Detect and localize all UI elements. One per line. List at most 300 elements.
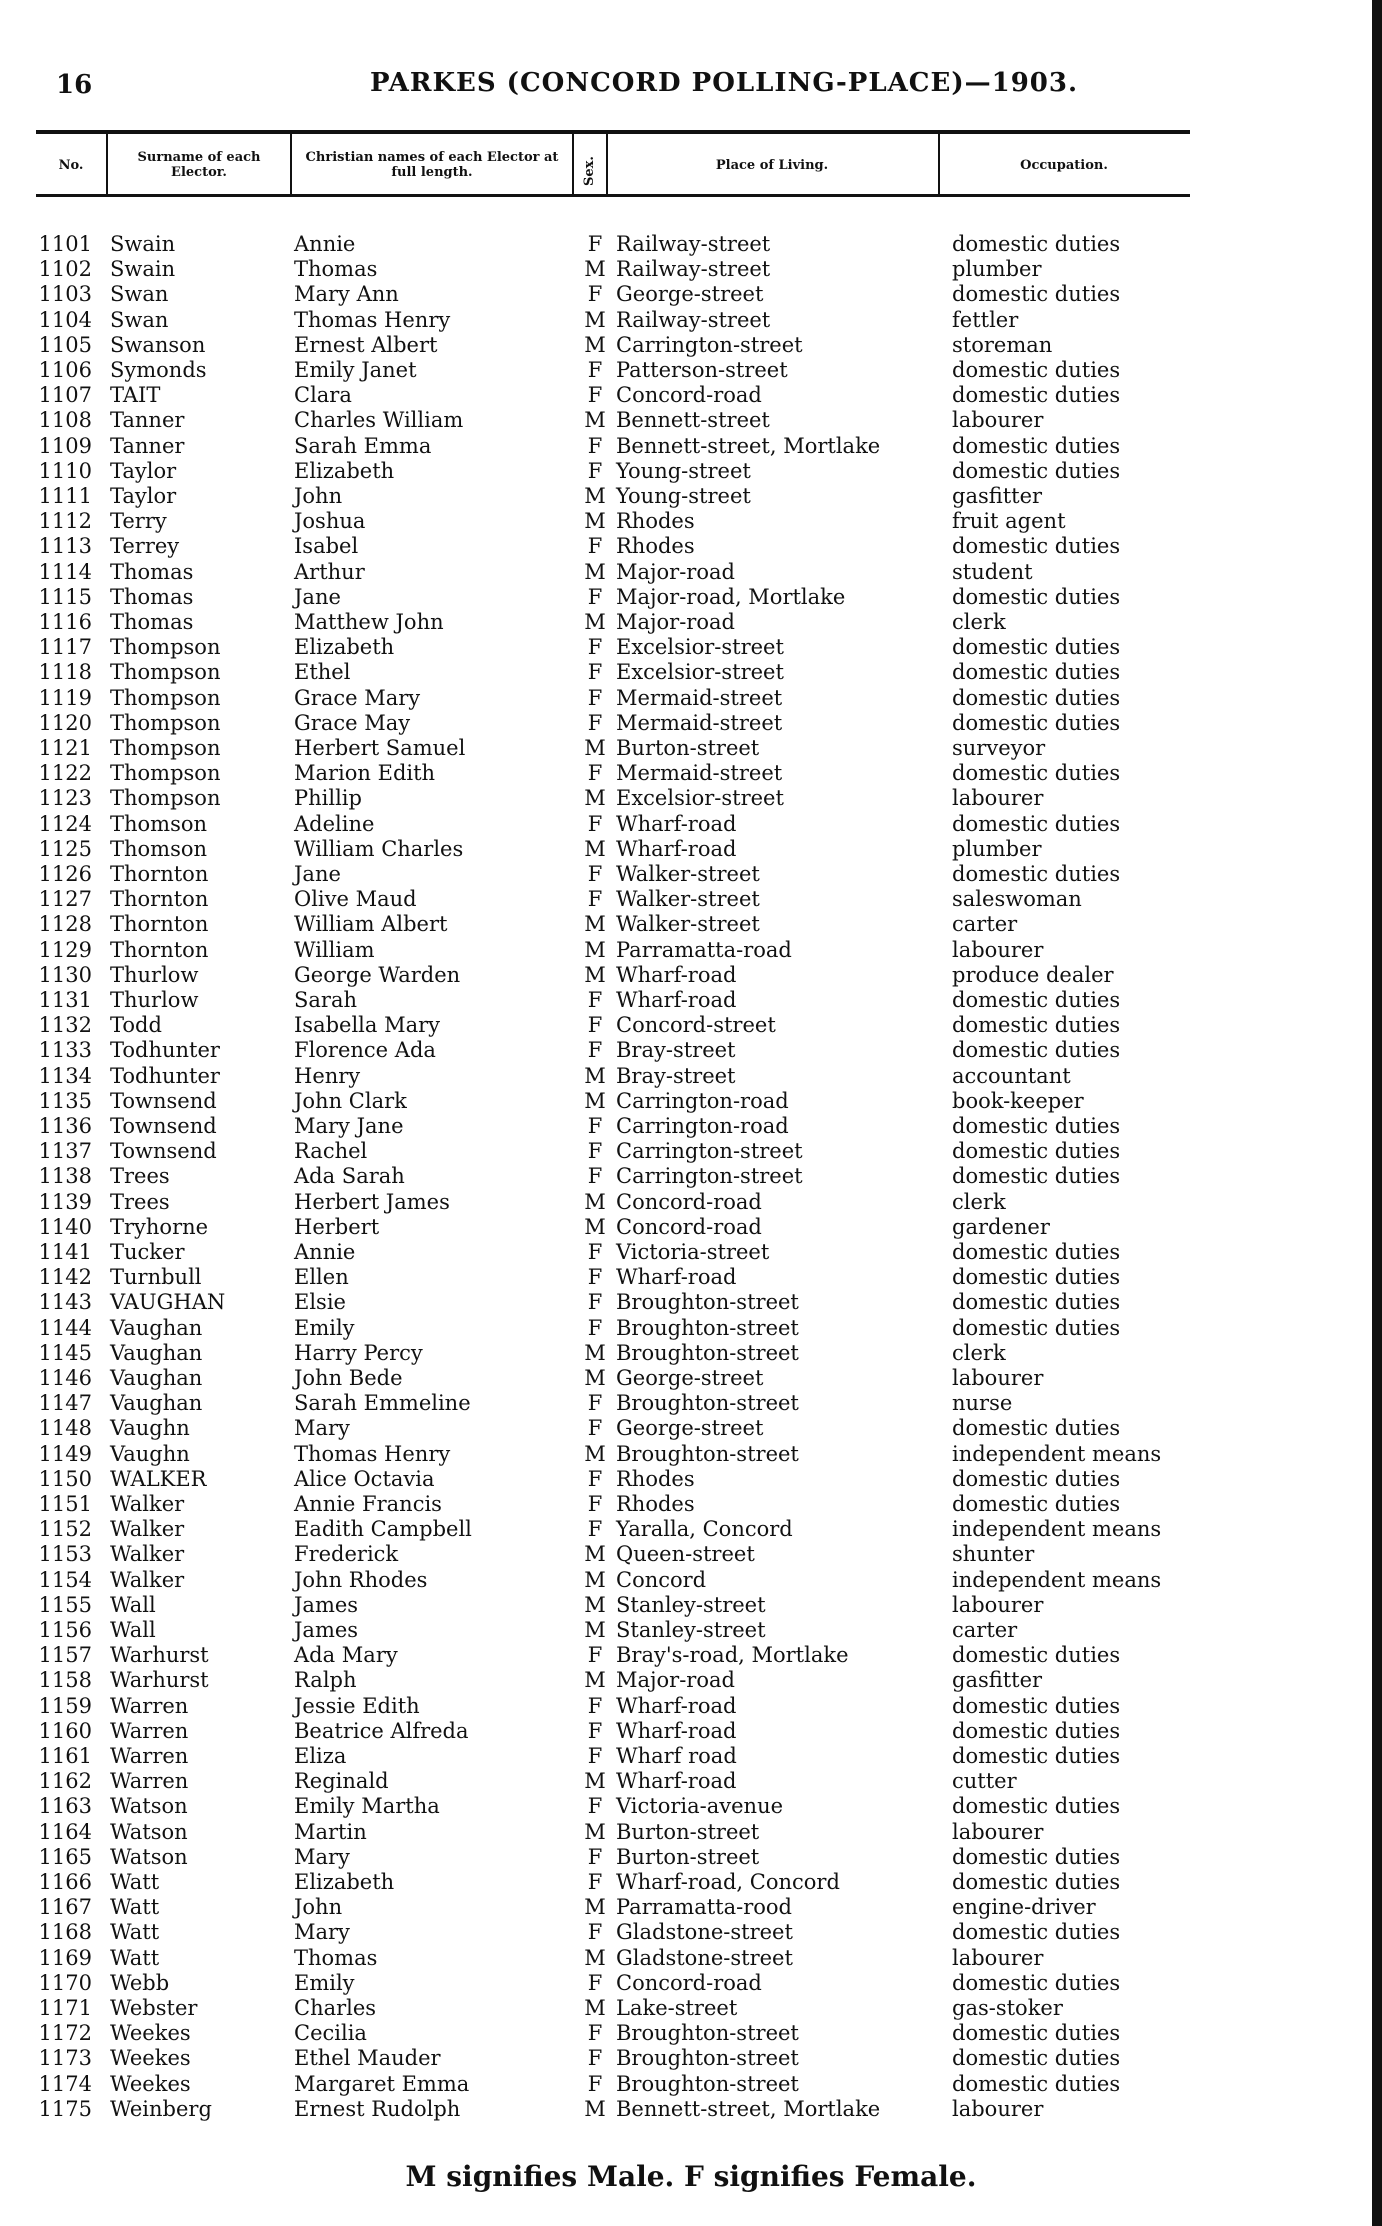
elector-number: 1108 (38, 408, 92, 433)
elector-place-of-living: Rhodes (616, 1492, 695, 1516)
elector-surname: Trees (110, 1164, 170, 1189)
elector-surname: Thompson (110, 710, 221, 735)
elector-surname: Watson (110, 1794, 188, 1819)
elector-occupation: domestic duties (952, 1013, 1121, 1038)
elector-place-of-living: Major-road, Mortlake (616, 584, 846, 609)
elector-number: 1152 (38, 1517, 92, 1542)
elector-christian-names: Jane (294, 862, 341, 886)
elector-sex: M (584, 1996, 606, 2020)
elector-christian-names: Sarah Emmeline (294, 1391, 471, 1416)
elector-place-of-living: Young-street (616, 484, 751, 508)
elector-christian-names: Reginald (294, 1769, 389, 1794)
elector-sex: F (587, 862, 603, 886)
table-row (0, 358, 1382, 383)
elector-surname: Townsend (110, 1139, 217, 1164)
elector-place-of-living: Walker-street (616, 887, 760, 912)
table-row (0, 1517, 1382, 1542)
elector-surname: Thompson (110, 660, 221, 685)
elector-occupation: domestic duties (952, 584, 1121, 609)
elector-sex: M (584, 1189, 606, 1214)
elector-occupation: domestic duties (952, 1844, 1121, 1869)
elector-sex: F (587, 282, 603, 307)
elector-number: 1169 (38, 1945, 92, 1970)
elector-christian-names: Thomas (294, 1945, 378, 1970)
elector-occupation: domestic duties (952, 534, 1121, 559)
elector-number: 1109 (38, 433, 92, 458)
elector-number: 1117 (38, 635, 92, 660)
elector-surname: Tucker (110, 1240, 185, 1264)
elector-sex: M (584, 1769, 606, 1794)
elector-christian-names: Emily Martha (294, 1794, 440, 1819)
table-row (0, 333, 1382, 358)
elector-sex: F (587, 433, 603, 458)
elector-surname: Warren (110, 1693, 189, 1718)
table-row (0, 534, 1382, 559)
table-row (0, 459, 1382, 484)
elector-occupation: domestic duties (952, 358, 1121, 382)
elector-sex: M (584, 937, 606, 962)
elector-place-of-living: Parramatta-road (616, 937, 792, 962)
elector-christian-names: Mary (294, 1920, 350, 1945)
elector-number: 1130 (38, 962, 92, 987)
elector-place-of-living: Concord-road (616, 1189, 762, 1214)
elector-sex: F (587, 2021, 603, 2046)
elector-surname: Taylor (110, 458, 177, 483)
elector-surname: Watson (110, 1844, 188, 1869)
elector-surname: Vaughan (110, 1315, 203, 1340)
elector-sex: F (587, 761, 603, 786)
elector-sex: F (587, 1139, 603, 1164)
elector-christian-names: Isabel (294, 534, 359, 559)
elector-surname: Swain (110, 232, 176, 256)
elector-christian-names: Martin (294, 1819, 367, 1844)
elector-occupation: clerk (952, 1189, 1006, 1214)
elector-number: 1111 (38, 484, 92, 508)
elector-occupation: domestic duties (952, 685, 1121, 710)
elector-occupation: domestic duties (952, 1240, 1121, 1264)
elector-surname: Watt (110, 1895, 160, 1920)
elector-number: 1124 (38, 811, 92, 836)
elector-sex: F (587, 2071, 603, 2096)
elector-occupation: domestic duties (952, 1114, 1121, 1138)
elector-christian-names: Herbert Samuel (294, 736, 466, 760)
elector-sex: F (587, 685, 603, 710)
elector-occupation: book-keeper (952, 1088, 1084, 1113)
elector-surname: Weekes (110, 2046, 191, 2071)
elector-surname: Thompson (110, 761, 221, 786)
elector-occupation: carter (952, 912, 1018, 937)
table-row (0, 1744, 1382, 1769)
elector-surname: Weekes (110, 2071, 191, 2096)
sex-legend-footer: M signifies Male. F signifies Female. (405, 2160, 977, 2193)
table-row (0, 1870, 1382, 1895)
elector-sex: M (584, 1441, 606, 1466)
elector-christian-names: Emily (294, 1315, 355, 1340)
elector-surname: Vaughan (110, 1391, 203, 1416)
elector-occupation: storeman (952, 332, 1053, 357)
elector-surname: Weekes (110, 2021, 191, 2046)
table-row (0, 1114, 1382, 1139)
elector-christian-names: Ada Sarah (294, 1164, 405, 1189)
elector-occupation: domestic duties (952, 1290, 1121, 1315)
elector-surname: Wall (110, 1592, 156, 1617)
elector-number: 1161 (38, 1744, 92, 1768)
elector-place-of-living: Concord-street (616, 1013, 776, 1038)
elector-christian-names: Florence Ada (294, 1038, 436, 1063)
table-row (0, 1845, 1382, 1870)
elector-christian-names: Alice Octavia (294, 1466, 435, 1491)
elector-surname: Swan (110, 282, 169, 307)
elector-occupation: clerk (952, 1340, 1006, 1365)
elector-sex: M (584, 408, 606, 433)
elector-christian-names: Rachel (294, 1139, 368, 1164)
elector-occupation: domestic duties (952, 1416, 1121, 1441)
elector-christian-names: Eliza (294, 1744, 347, 1768)
elector-surname: WALKER (110, 1466, 207, 1491)
table-row (0, 1769, 1382, 1794)
elector-sex: F (587, 660, 603, 685)
elector-place-of-living: Excelsior-street (616, 786, 784, 811)
elector-place-of-living: Excelsior-street (616, 660, 784, 685)
header-surname: Surname of each Elector. (137, 150, 261, 180)
table-row (0, 1542, 1382, 1567)
elector-surname: Wall (110, 1618, 156, 1642)
table-row (0, 1164, 1382, 1189)
table-row (0, 408, 1382, 433)
elector-place-of-living: Broughton-street (616, 1391, 799, 1416)
table-row (0, 862, 1382, 887)
elector-occupation: domestic duties (952, 1693, 1121, 1718)
elector-christian-names: John (294, 1895, 343, 1920)
elector-christian-names: Mary (294, 1844, 350, 1869)
elector-surname: Walker (110, 1567, 185, 1592)
elector-sex: F (587, 1920, 603, 1945)
table-row (0, 1038, 1382, 1063)
elector-occupation: independent means (952, 1441, 1162, 1466)
elector-surname: Thomson (110, 836, 208, 861)
table-row (0, 1265, 1382, 1290)
elector-number: 1122 (38, 761, 92, 786)
elector-occupation: labourer (952, 937, 1044, 962)
table-row (0, 434, 1382, 459)
elector-surname: Vaughan (110, 1366, 203, 1390)
elector-occupation: labourer (952, 1819, 1044, 1844)
elector-surname: Swain (110, 257, 176, 282)
elector-occupation: domestic duties (952, 1643, 1121, 1668)
elector-number: 1172 (38, 2021, 92, 2046)
elector-sex: F (587, 534, 603, 559)
elector-sex: M (584, 307, 606, 332)
header-no: No. (58, 158, 84, 173)
elector-number: 1150 (38, 1466, 92, 1491)
page-title: PARKES (CONCORD POLLING-PLACE)—1903. (370, 68, 1079, 98)
table-row (0, 1492, 1382, 1517)
elector-place-of-living: Wharf-road (616, 988, 737, 1012)
elector-number: 1175 (38, 2096, 92, 2121)
elector-place-of-living: Stanley-street (616, 1592, 766, 1617)
elector-occupation: gasfitter (952, 484, 1043, 508)
elector-occupation: independent means (952, 1517, 1162, 1542)
elector-place-of-living: George-street (616, 1416, 764, 1441)
elector-sex: M (584, 1668, 606, 1693)
elector-place-of-living: Broughton-street (616, 1441, 799, 1466)
elector-surname: Thurlow (110, 962, 199, 987)
elector-sex: F (587, 1744, 603, 1768)
table-row (0, 1568, 1382, 1593)
elector-christian-names: Herbert James (294, 1189, 450, 1214)
elector-surname: Townsend (110, 1114, 217, 1138)
elector-christian-names: Mary (294, 1416, 350, 1441)
table-row (0, 560, 1382, 585)
table-row (0, 1694, 1382, 1719)
elector-number: 1158 (38, 1668, 92, 1693)
elector-number: 1149 (38, 1441, 92, 1466)
elector-christian-names: Phillip (294, 786, 362, 811)
elector-number: 1166 (38, 1870, 92, 1894)
elector-number: 1140 (38, 1214, 92, 1239)
elector-place-of-living: Bray's-road, Mortlake (616, 1643, 849, 1668)
elector-place-of-living: Wharf-road, Concord (616, 1870, 840, 1894)
elector-place-of-living: Walker-street (616, 912, 760, 937)
elector-surname: Thompson (110, 635, 221, 660)
elector-place-of-living: George-street (616, 282, 764, 307)
elector-christian-names: Cecilia (294, 2021, 367, 2046)
elector-occupation: domestic duties (952, 1744, 1121, 1768)
table-row (0, 812, 1382, 837)
elector-occupation: domestic duties (952, 232, 1121, 256)
elector-christian-names: Charles (294, 1996, 377, 2020)
elector-surname: VAUGHAN (110, 1290, 226, 1315)
elector-number: 1167 (38, 1895, 92, 1920)
elector-number: 1134 (38, 1063, 92, 1088)
elector-place-of-living: Broughton-street (616, 2046, 799, 2071)
table-row (0, 686, 1382, 711)
elector-occupation: clerk (952, 610, 1006, 634)
elector-christian-names: Margaret Emma (294, 2071, 470, 2096)
page-number: 16 (56, 70, 93, 100)
elector-christian-names: Ethel (294, 660, 351, 685)
elector-christian-names: Joshua (294, 509, 366, 534)
elector-sex: M (584, 1063, 606, 1088)
table-row (0, 736, 1382, 761)
elector-sex: M (584, 1567, 606, 1592)
table-row (0, 232, 1382, 257)
elector-occupation: domestic duties (952, 1718, 1121, 1743)
elector-number: 1153 (38, 1542, 92, 1567)
elector-sex: M (584, 484, 606, 508)
elector-christian-names: William (294, 937, 375, 962)
table-row (0, 761, 1382, 786)
elector-surname: Vaughan (110, 1340, 203, 1365)
table-row (0, 1316, 1382, 1341)
elector-surname: Watt (110, 1870, 160, 1894)
elector-occupation: domestic duties (952, 1870, 1121, 1894)
elector-surname: Swan (110, 307, 169, 332)
elector-christian-names: Sarah (294, 988, 357, 1012)
elector-surname: Warhurst (110, 1668, 209, 1693)
elector-sex: F (587, 1038, 603, 1063)
elector-sex: M (584, 1214, 606, 1239)
elector-occupation: domestic duties (952, 1265, 1121, 1290)
elector-number: 1126 (38, 862, 92, 886)
table-row (0, 1215, 1382, 1240)
elector-number: 1138 (38, 1164, 92, 1189)
table-row (0, 585, 1382, 610)
table-row (0, 509, 1382, 534)
elector-number: 1107 (38, 383, 92, 408)
elector-christian-names: Ethel Mauder (294, 2046, 441, 2071)
elector-surname: Thomson (110, 811, 208, 836)
elector-christian-names: Elizabeth (294, 635, 395, 660)
elector-number: 1144 (38, 1315, 92, 1340)
elector-christian-names: John Clark (294, 1088, 407, 1113)
header-bottom-rule (36, 194, 1190, 197)
elector-number: 1115 (38, 584, 92, 609)
header-sex: Sex. (582, 156, 597, 186)
elector-occupation: student (952, 559, 1033, 584)
elector-number: 1155 (38, 1592, 92, 1617)
elector-sex: F (587, 635, 603, 660)
elector-occupation: domestic duties (952, 2046, 1121, 2071)
elector-surname: Trees (110, 1189, 170, 1214)
elector-christian-names: Sarah Emma (294, 433, 432, 458)
elector-place-of-living: Wharf-road (616, 1769, 737, 1794)
elector-number: 1156 (38, 1618, 92, 1642)
elector-surname: Todhunter (110, 1063, 220, 1088)
elector-place-of-living: George-street (616, 1366, 764, 1390)
elector-christian-names: Ernest Albert (294, 332, 438, 357)
elector-occupation: domestic duties (952, 1920, 1121, 1945)
elector-surname: Turnbull (110, 1265, 202, 1290)
elector-place-of-living: Major-road (616, 559, 735, 584)
table-row (0, 1719, 1382, 1744)
elector-occupation: domestic duties (952, 282, 1121, 307)
elector-number: 1116 (38, 610, 92, 634)
elector-sex: M (584, 257, 606, 282)
elector-christian-names: Annie (294, 1240, 356, 1264)
header-christian-names: Christian names of each Elector at full length. (305, 150, 559, 180)
table-row (0, 1946, 1382, 1971)
elector-christian-names: Thomas Henry (294, 307, 451, 332)
table-row (0, 1794, 1382, 1819)
elector-occupation: domestic duties (952, 1315, 1121, 1340)
elector-place-of-living: Bray-street (616, 1038, 736, 1063)
elector-number: 1164 (38, 1819, 92, 1844)
table-row (0, 1290, 1382, 1315)
elector-sex: M (584, 786, 606, 811)
elector-surname: Thornton (110, 912, 209, 937)
elector-sex: F (587, 1643, 603, 1668)
elector-sex: M (584, 1895, 606, 1920)
elector-place-of-living: Queen-street (616, 1542, 755, 1567)
elector-surname: Symonds (110, 358, 207, 382)
elector-place-of-living: Railway-street (616, 232, 771, 256)
elector-sex: M (584, 559, 606, 584)
elector-christian-names: Frederick (294, 1542, 399, 1567)
table-row (0, 1467, 1382, 1492)
elector-place-of-living: Carrington-street (616, 1139, 803, 1164)
table-row (0, 2097, 1382, 2122)
elector-christian-names: Elsie (294, 1290, 346, 1315)
elector-place-of-living: Wharf road (616, 1744, 737, 1768)
table-row (0, 1416, 1382, 1441)
elector-surname: Taylor (110, 484, 177, 508)
elector-occupation: gasfitter (952, 1668, 1043, 1693)
elector-number: 1160 (38, 1718, 92, 1743)
elector-surname: Vaughn (110, 1416, 190, 1441)
table-row (0, 1341, 1382, 1366)
elector-surname: Tanner (110, 408, 185, 433)
elector-place-of-living: Burton-street (616, 736, 760, 760)
elector-occupation: produce dealer (952, 962, 1114, 987)
elector-number: 1147 (38, 1391, 92, 1416)
column-divider (938, 134, 940, 194)
elector-sex: F (587, 1718, 603, 1743)
elector-sex: F (587, 383, 603, 408)
table-row (0, 2072, 1382, 2097)
elector-place-of-living: Victoria-street (616, 1240, 770, 1264)
elector-occupation: domestic duties (952, 2021, 1121, 2046)
elector-number: 1157 (38, 1643, 92, 1668)
elector-number: 1132 (38, 1013, 92, 1038)
elector-sex: F (587, 1466, 603, 1491)
elector-place-of-living: Carrington-road (616, 1088, 789, 1113)
elector-sex: F (587, 2046, 603, 2071)
elector-christian-names: James (294, 1592, 359, 1617)
elector-number: 1106 (38, 358, 92, 382)
elector-christian-names: George Warden (294, 962, 461, 987)
elector-place-of-living: Rhodes (616, 1466, 695, 1491)
elector-number: 1110 (38, 458, 92, 483)
elector-surname: Vaughn (110, 1441, 190, 1466)
elector-surname: Warren (110, 1769, 189, 1794)
elector-place-of-living: Bennett-street, Mortlake (616, 433, 881, 458)
elector-sex: F (587, 1492, 603, 1516)
elector-place-of-living: Rhodes (616, 509, 695, 534)
elector-occupation: labourer (952, 408, 1044, 433)
elector-christian-names: Ernest Rudolph (294, 2096, 461, 2121)
elector-place-of-living: Wharf-road (616, 836, 737, 861)
table-row (0, 383, 1382, 408)
elector-surname: Tryhorne (110, 1214, 209, 1239)
elector-surname: Thomas (110, 584, 194, 609)
elector-sex: M (584, 1088, 606, 1113)
elector-number: 1154 (38, 1567, 92, 1592)
elector-number: 1170 (38, 1970, 92, 1995)
table-row (0, 1618, 1382, 1643)
table-row (0, 1013, 1382, 1038)
elector-surname: Thompson (110, 685, 221, 710)
elector-christian-names: Elizabeth (294, 458, 395, 483)
elector-number: 1119 (38, 685, 92, 710)
elector-number: 1173 (38, 2046, 92, 2071)
elector-sex: M (584, 1618, 606, 1642)
elector-number: 1102 (38, 257, 92, 282)
elector-christian-names: Thomas Henry (294, 1441, 451, 1466)
elector-place-of-living: Walker-street (616, 862, 760, 886)
elector-number: 1128 (38, 912, 92, 937)
elector-occupation: labourer (952, 1945, 1044, 1970)
elector-number: 1123 (38, 786, 92, 811)
elector-occupation: surveyor (952, 736, 1046, 760)
elector-sex: M (584, 836, 606, 861)
elector-number: 1125 (38, 836, 92, 861)
elector-place-of-living: Wharf-road (616, 811, 737, 836)
elector-christian-names: James (294, 1618, 359, 1642)
elector-sex: F (587, 1416, 603, 1441)
elector-sex: F (587, 1240, 603, 1264)
elector-sex: M (584, 736, 606, 760)
